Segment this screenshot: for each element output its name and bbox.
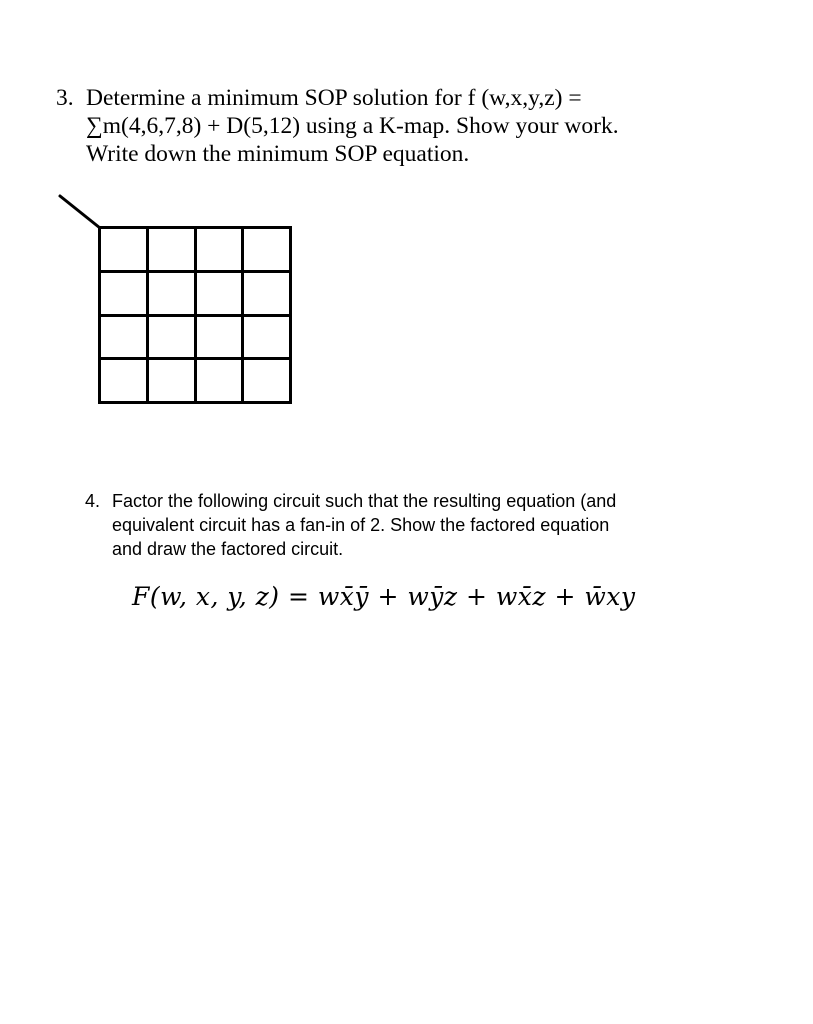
kmap-cell — [244, 317, 292, 361]
kmap-cell — [101, 360, 149, 404]
question-3-number: 3. — [56, 85, 74, 111]
kmap-cell — [197, 273, 245, 317]
question-3-line-1 — [56, 84, 776, 112]
question-4-line-2: equivalent circuit has a fan-in of 2. Show the factored equation — [112, 515, 610, 535]
question-4-line-1 — [85, 489, 765, 513]
kmap-cell — [149, 273, 197, 317]
kmap-cell — [197, 317, 245, 361]
question-3-text-1: Determine a minimum SOP solution for f (w,x,y,z) = — [86, 85, 582, 111]
kmap — [56, 190, 296, 410]
kmap-cell — [244, 360, 292, 404]
question-3 — [56, 84, 776, 168]
kmap-cell — [197, 360, 245, 404]
question-4-number: 4. — [85, 491, 101, 511]
question-3-line-3: Write down the minimum SOP equation. — [86, 141, 470, 167]
kmap-grid — [98, 226, 292, 404]
question-4 — [85, 489, 765, 561]
kmap-cell — [101, 273, 149, 317]
kmap-cell — [101, 229, 149, 273]
kmap-cell — [197, 229, 245, 273]
question-4-text-1: Factor the following circuit such that the resulting equation (and — [112, 491, 617, 511]
question-3-line-2: ∑m(4,6,7,8) + D(5,12) using a K-map. Show your work. — [86, 113, 619, 139]
kmap-cell — [244, 229, 292, 273]
question-4-line-3: and draw the factored circuit. — [112, 539, 344, 559]
kmap-cell — [244, 273, 292, 317]
boolean-equation: F(w, x, y, z) = wx̄ȳ + wȳz + wx̄z + w̄xy — [132, 582, 636, 611]
kmap-cell — [149, 229, 197, 273]
kmap-cell — [149, 317, 197, 361]
kmap-cell — [101, 317, 149, 361]
kmap-cell — [149, 360, 197, 404]
